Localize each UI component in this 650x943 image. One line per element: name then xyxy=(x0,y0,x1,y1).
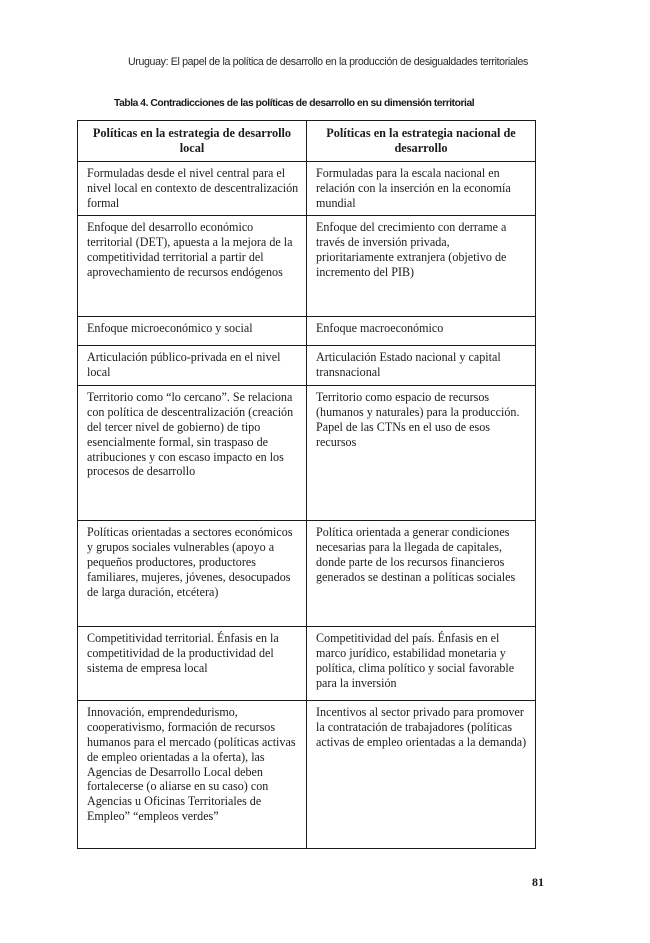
column-header-national: Políticas en la estrategia nacional de desarrollo xyxy=(307,121,536,162)
table-cell-local: Enfoque microeconómico y social xyxy=(78,317,307,346)
table-cell-local: Políticas orientadas a sectores económicos y grupos sociales vulnerables (apoyo a pequeños productores, productores familiares, mujeres, jóvenes, desocupados de larga duración, etcétera) xyxy=(78,521,307,627)
table-cell-national: Enfoque macroeconómico xyxy=(307,317,536,346)
table-row xyxy=(78,162,536,216)
table-cell-local: Enfoque del desarrollo económico territorial (DET), apuesta a la mejora de la competitividad territorial a partir del aprovechamiento de recursos endógenos xyxy=(78,216,307,317)
table-row xyxy=(78,521,536,627)
table-header-row xyxy=(78,121,536,162)
table-row xyxy=(78,701,536,849)
table-row xyxy=(78,216,536,317)
table-cell-national: Incentivos al sector privado para promover la contratación de trabajadores (políticas activas de empleo orientadas a la demanda) xyxy=(307,701,536,849)
policy-comparison-table xyxy=(77,120,536,849)
running-header: Uruguay: El papel de la política de desarrollo en la producción de desigualdades territoriales xyxy=(128,56,528,68)
table-cell-local: Competitividad territorial. Énfasis en la competitividad de la productividad del sistema de empresa local xyxy=(78,627,307,701)
table-cell-national: Competitividad del país. Énfasis en el marco jurídico, estabilidad monetaria y política, clima político y social favorable para la inversión xyxy=(307,627,536,701)
page-number: 81 xyxy=(532,875,544,889)
table-cell-local: Territorio como “lo cercano”. Se relaciona con política de descentralización (creación del tercer nivel de gobierno) de tipo esencialmente formal, sin traspaso de atribuciones y con escaso impacto en los procesos de desarrollo xyxy=(78,386,307,521)
table-cell-national: Enfoque del crecimiento con derrame a través de inversión privada, prioritariamente extranjera (objetivo de incremento del PIB) xyxy=(307,216,536,317)
table-cell-national: Política orientada a generar condiciones necesarias para la llegada de capitales, donde parte de los recursos financieros generados se destinan a políticas sociales xyxy=(307,521,536,627)
table-cell-national: Territorio como espacio de recursos (humanos y naturales) para la producción. Papel de las CTNs en el uso de esos recursos xyxy=(307,386,536,521)
table-row xyxy=(78,346,536,386)
table-row xyxy=(78,317,536,346)
column-header-local: Políticas en la estrategia de desarrollo local xyxy=(78,121,307,162)
table-row xyxy=(78,627,536,701)
table-cell-national: Articulación Estado nacional y capital transnacional xyxy=(307,346,536,386)
table-row xyxy=(78,386,536,521)
table-caption: Tabla 4. Contradicciones de las políticas de desarrollo en su dimensión territorial xyxy=(114,98,475,109)
table-cell-local: Formuladas desde el nivel central para el nivel local en contexto de descentralización formal xyxy=(78,162,307,216)
table-cell-national: Formuladas para la escala nacional en relación con la inserción en la economía mundial xyxy=(307,162,536,216)
table-cell-local: Innovación, emprendedurismo, cooperativismo, formación de recursos humanos para el mercado (políticas activas de empleo orientadas a la oferta), las Agencias de Desarrollo Local deben fortalecerse (o aliarse en su caso) con Agencias u Oficinas Territoriales de Empleo” “empleos verdes” xyxy=(78,701,307,849)
table-cell-local: Articulación público-privada en el nivel local xyxy=(78,346,307,386)
